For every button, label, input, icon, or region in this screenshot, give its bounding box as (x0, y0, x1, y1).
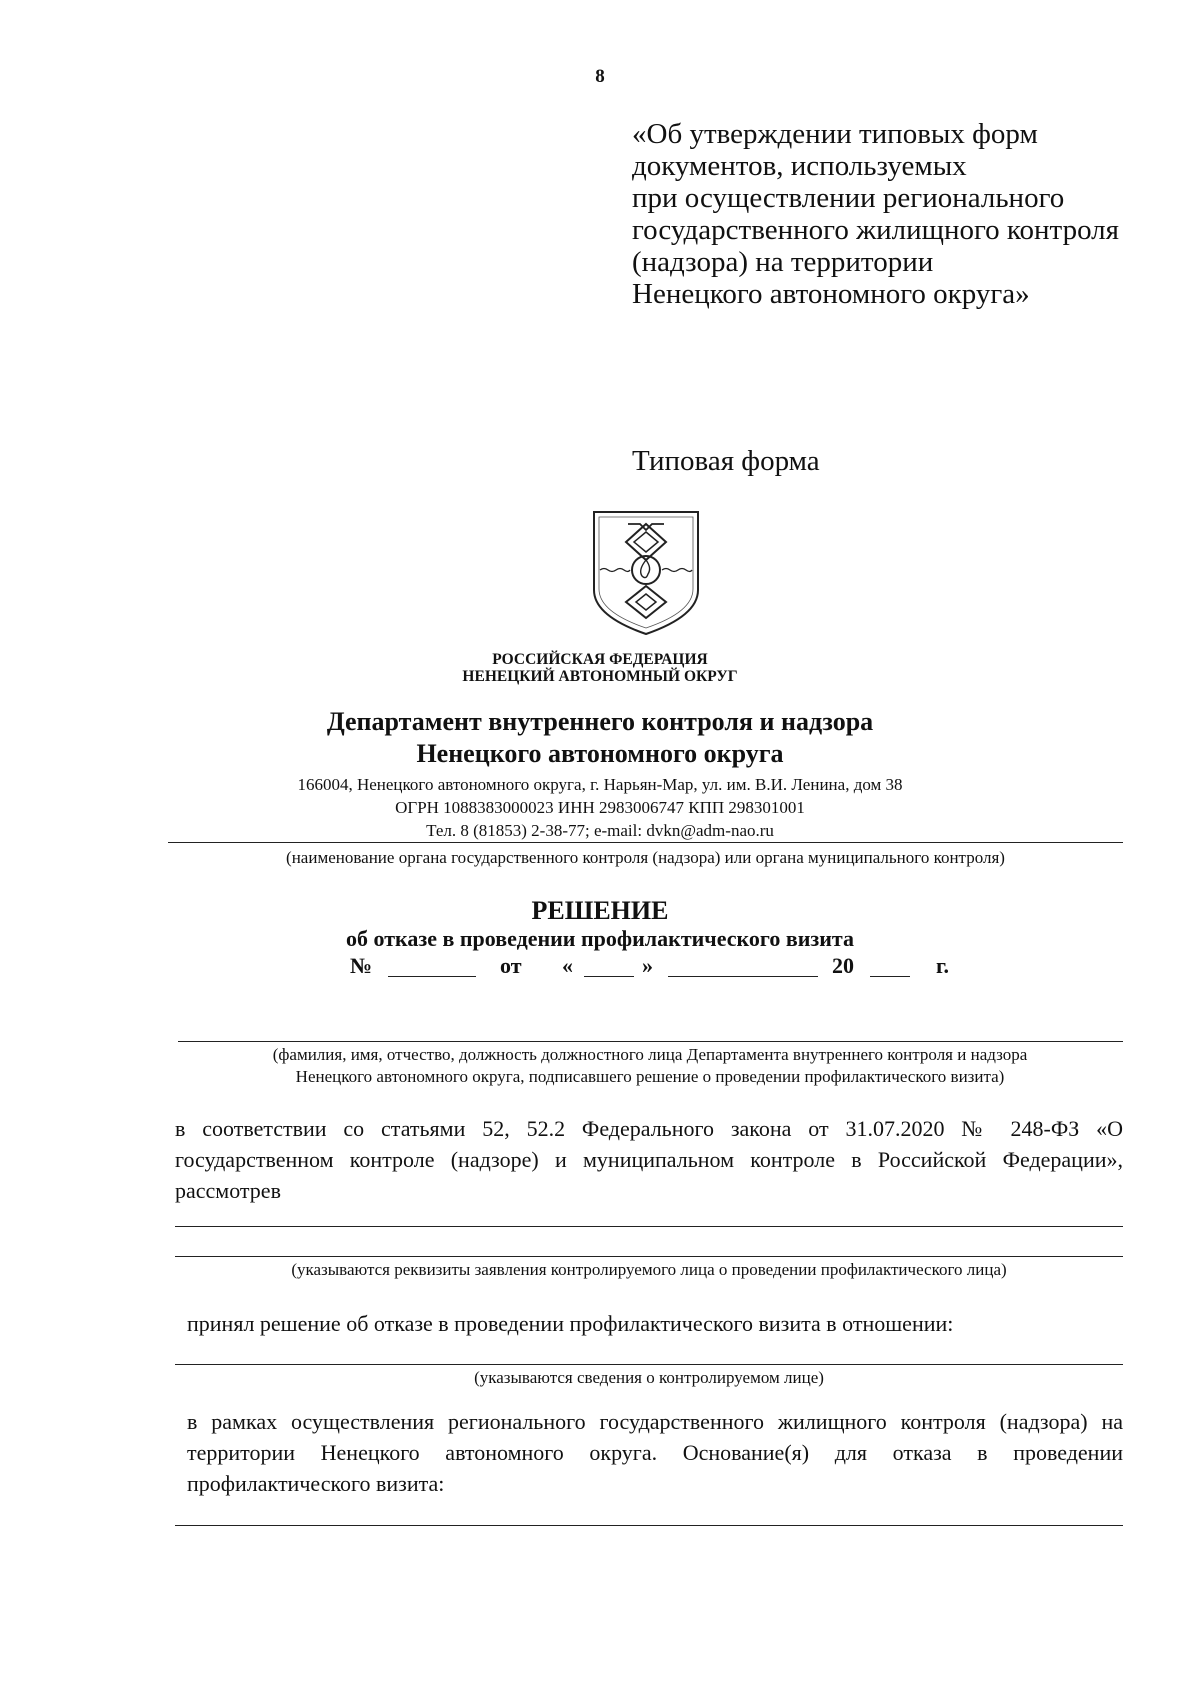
department-contacts: Тел. 8 (81853) 2-38-77; e-mail: dvkn@adm-nao.ru (426, 821, 774, 840)
month-field[interactable] (668, 956, 818, 977)
form-label: Типовая форма (632, 445, 820, 477)
from-label: от (500, 953, 522, 978)
application-field-line1[interactable] (175, 1226, 1123, 1227)
page-number: 8 (595, 66, 605, 87)
reference-title-line: документов, используемых (632, 150, 967, 182)
coat-of-arms-emblem (590, 508, 702, 636)
decision-title: РЕШЕНИЕ (531, 896, 669, 925)
department-address: 166004, Ненецкого автономного округа, г. Нарьян-Мар, ул. им. В.И. Ленина, дом 38 (297, 775, 903, 794)
number-sign: № (350, 953, 373, 978)
official-field[interactable] (178, 1041, 1123, 1042)
application-field-line2[interactable] (175, 1256, 1123, 1257)
paragraph-decision: принял решение об отказе в проведении профилактического визита в отношении: (187, 1311, 954, 1336)
year-suffix: г. (936, 953, 950, 978)
reference-title-line: (надзора) на территории (632, 246, 934, 278)
department-registration: ОГРН 1088383000023 ИНН 2983006747 КПП 298301001 (395, 798, 805, 817)
reference-title-line: «Об утверждении типовых форм (632, 118, 1038, 150)
controlled-person-caption: (указываются сведения о контролируемом лице) (474, 1368, 824, 1387)
close-quote: » (642, 953, 653, 978)
year-field[interactable] (870, 956, 910, 977)
controlled-person-field[interactable] (175, 1364, 1123, 1365)
decision-subtitle: об отказе в проведении профилактического визита (346, 926, 854, 951)
reference-title (632, 118, 1119, 310)
number-field[interactable] (388, 956, 476, 977)
reference-title-line: государственного жилищного контроля (632, 214, 1119, 246)
department-name-line1: Департамент внутреннего контроля и надзора (326, 707, 874, 736)
reference-title-line: Ненецкого автономного округа» (632, 278, 1030, 310)
department-name-line2: Ненецкого автономного округа (416, 739, 784, 768)
header-rule (168, 842, 1123, 843)
official-caption-line: Ненецкого автономного округа, подписавшего решение о проведении профилактического визита) (295, 1067, 1005, 1086)
century-label: 20 (832, 953, 854, 978)
reference-title-line: при осуществлении регионального (632, 182, 1065, 214)
grounds-field[interactable] (175, 1525, 1123, 1526)
paragraph-legal-basis: в соответствии со статьями 52, 52.2 Федерального закона от 31.07.2020 № 248-ФЗ «О государственном контроле (надзоре) и муниципальном контроле в Российской Федерации», рассмотрев (175, 1116, 1123, 1203)
country-name: РОССИЙСКАЯ ФЕДЕРАЦИЯ (492, 651, 708, 668)
official-caption-line: (фамилия, имя, отчество, должность должностного лица Департамента внутреннего контроля и надзора (272, 1045, 1028, 1064)
application-caption: (указываются реквизиты заявления контролируемого лица о проведении профилактического лица) (291, 1260, 1007, 1279)
region-name: НЕНЕЦКИЙ АВТОНОМНЫЙ ОКРУГ (462, 668, 738, 685)
open-quote: « (562, 953, 573, 978)
day-field[interactable] (584, 956, 634, 977)
paragraph-grounds: в рамках осуществления регионального государственного жилищного контроля (надзора) на территории Ненецкого автономного округа. Основание(я) для отказа в проведении профилактического визита: (187, 1409, 1123, 1496)
department-caption: (наименование органа государственного контроля (надзора) или органа муниципального контроля) (286, 848, 1005, 867)
